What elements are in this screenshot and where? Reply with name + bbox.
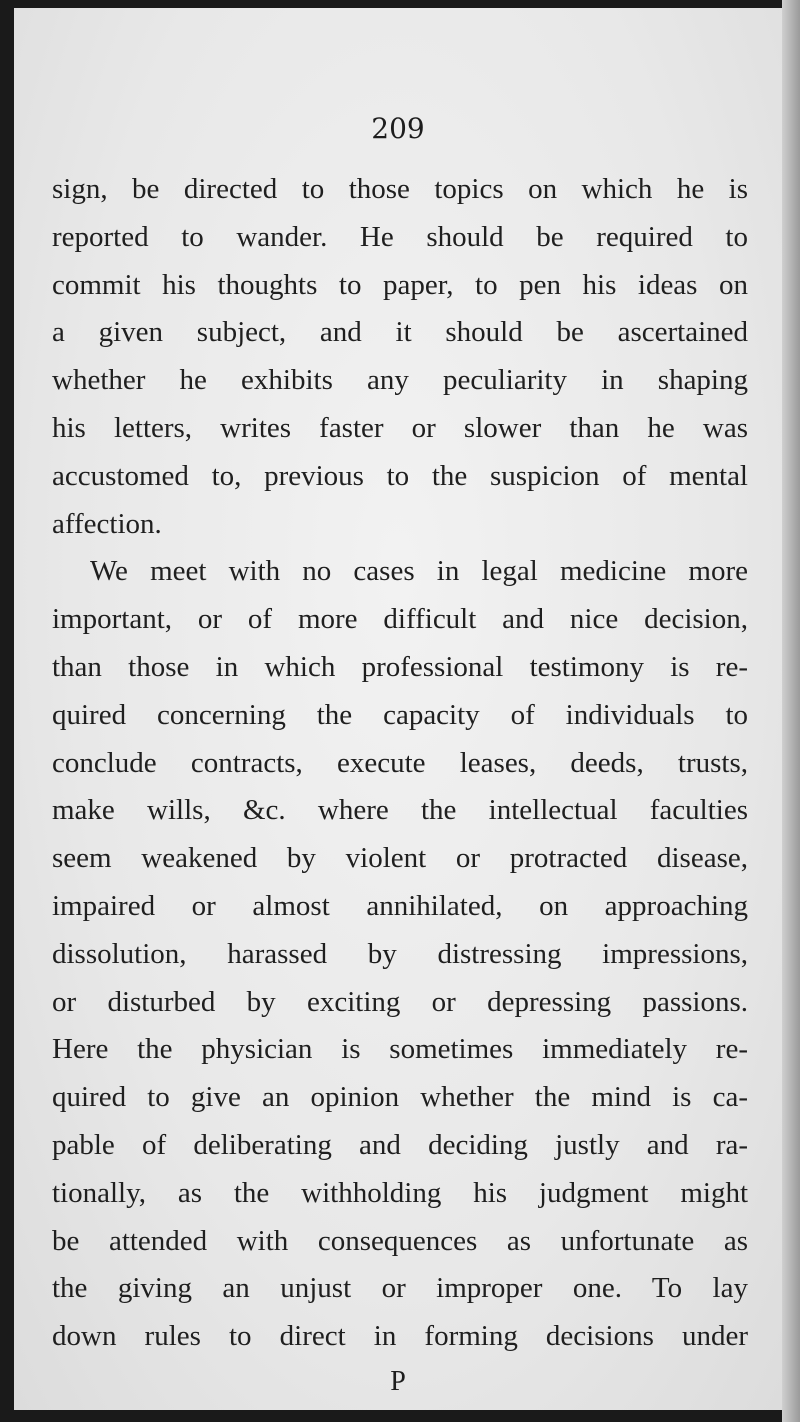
text-line: quired concerning the capacity of individuals to [52,698,748,731]
body-text [52,166,748,1361]
text-line: or disturbed by exciting or depressing passions. [52,985,748,1018]
text-line: quired to give an opinion whether the mind is ca- [52,1081,748,1114]
page-number: 209 [371,112,425,145]
text-line: reported to wander. He should be required to [52,220,748,253]
paragraph-1 [52,166,748,548]
text-line: conclude contracts, execute leases, deeds, trusts, [52,746,748,779]
signature-mark: P [390,1366,406,1397]
text-line: the giving an unjust or improper one. To lay [52,1272,748,1305]
text-line: a given subject, and it should be ascertained [52,316,748,349]
text-line: impaired or almost annihilated, on approaching [52,889,748,922]
text-line: than those in which professional testimony is re- [52,650,748,683]
text-line: down rules to direct in forming decisions under [52,1320,748,1353]
book-page [14,8,782,1410]
text-line: pable of deliberating and deciding justly and ra- [52,1128,748,1161]
text-line: whether he exhibits any peculiarity in shaping [52,364,748,397]
paragraph-2 [52,548,748,1361]
text-line: Here the physician is sometimes immediately re- [52,1033,748,1066]
text-line: tionally, as the withholding his judgment might [52,1176,748,1209]
text-line: sign, be directed to those topics on which he is [52,173,748,205]
text-line: seem weakened by violent or protracted disease, [52,842,748,875]
page-edge-shadow [782,0,800,1422]
text-line: We meet with no cases in legal medicine more [90,555,748,588]
text-line: commit his thoughts to paper, to pen his ideas on [52,268,748,301]
text-line: affection. [52,507,162,540]
text-line: dissolution, harassed by distressing impressions, [52,937,748,970]
text-line: be attended with consequences as unfortunate as [52,1224,748,1257]
text-line: make wills, &c. where the intellectual faculties [52,794,748,827]
text-line: accustomed to, previous to the suspicion of mental [52,459,748,492]
text-line: his letters, writes faster or slower than he was [52,411,748,444]
text-line: important, or of more difficult and nice decision, [52,603,748,636]
